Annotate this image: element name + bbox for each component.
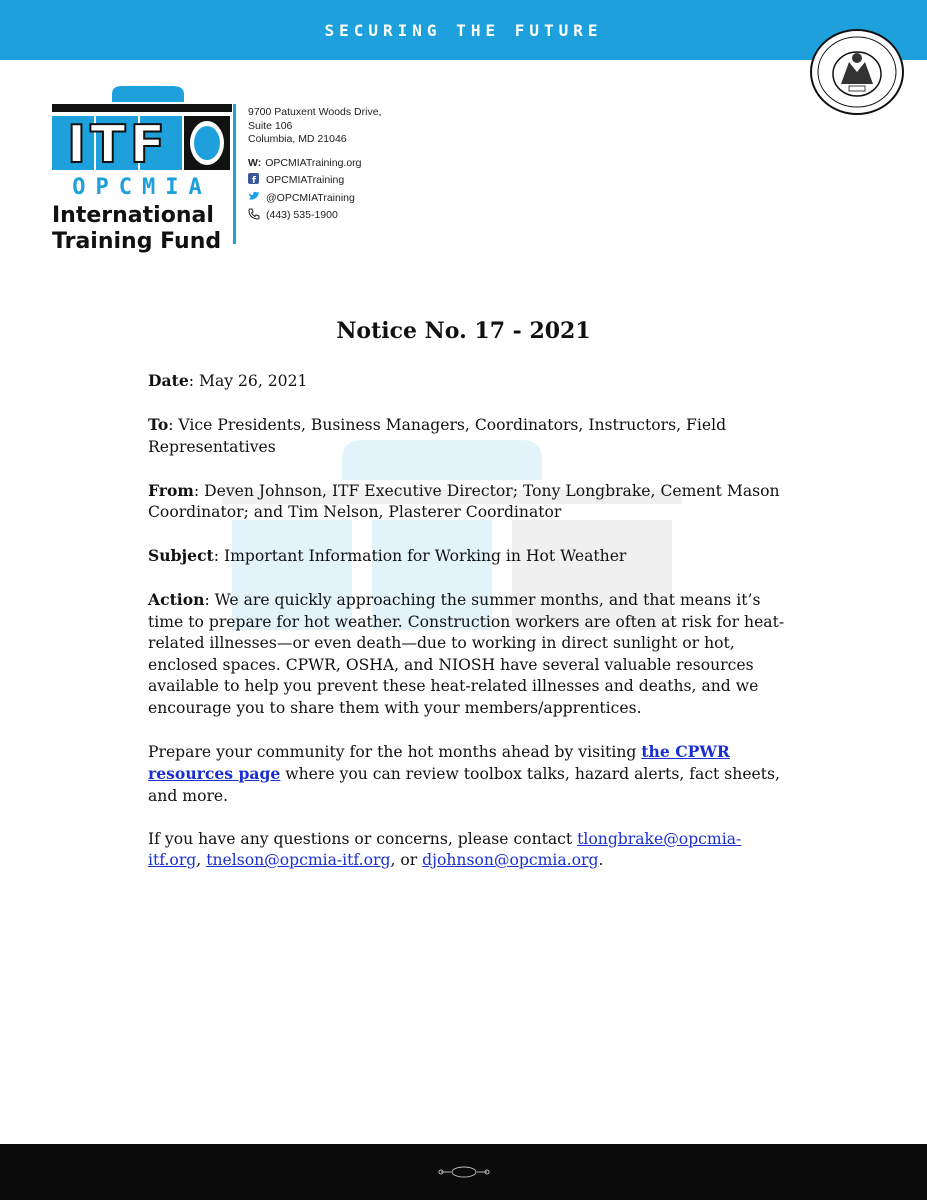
contact-paragraph [148,829,788,872]
action-value: : We are quickly approaching the summer months, and that means it’s time to prepare for hot weather. Construction workers are often at risk for heat-related illnesses—or even death—due to working in direct sunlight or hot, enclosed spaces. CPWR, OSHA, and NIOSH have several valuable resources available to help you prevent these heat-related illnesses and deaths, and we encourage you to share them with your members/apprentices. [148,591,785,717]
opcmia-seal-icon [805,28,909,116]
address-line-1: 9700 Patuxent Woods Drive, [248,106,382,118]
website-text[interactable]: OPCMIATraining.org [265,156,362,169]
banner-text: SECURING THE FUTURE [324,21,603,40]
footer-bar [0,1144,927,1200]
email-link-johnson[interactable]: djohnson@opcmia.org [422,851,599,869]
contact-sep-1: , [196,851,207,869]
logo-letters: ITF [66,115,170,175]
prepare-text-pre: Prepare your community for the hot months ahead by visiting [148,742,642,761]
facebook-icon [248,173,262,189]
email-link-nelson[interactable]: tnelson@opcmia-itf.org [206,851,391,869]
contact-text-pre: If you have any questions or concerns, please contact [148,829,578,848]
notice-body [148,370,788,893]
website-row[interactable] [248,155,381,173]
address-line-3: Columbia, MD 21046 [248,133,347,145]
twitter-row[interactable] [248,190,381,208]
svg-text:f: f [252,176,256,184]
to-value: : Vice Presidents, Business Managers, Coordinators, Instructors, Field Representatives [148,416,727,456]
address-line-2: Suite 106 [248,119,293,132]
itf-logo [52,82,232,254]
twitter-icon [248,191,262,206]
phone-icon [248,208,262,225]
action-paragraph [148,589,788,719]
contact-sep-2: , or [390,851,423,869]
facebook-row[interactable] [248,172,381,190]
cpwr-resources-link[interactable]: the CPWR resources page [148,741,730,783]
action-label: Action [148,590,205,609]
subject-value: : Important Information for Working in Hot Weather [213,547,627,565]
top-banner [0,0,927,60]
facebook-text[interactable]: OPCMIATraining [266,174,345,186]
contact-end: . [598,851,604,869]
logo-org: OPCMIA [72,175,212,200]
to-paragraph [148,414,788,458]
to-label: To [148,415,169,434]
prepare-paragraph [148,741,788,808]
logo-line2: Training Fund [52,229,222,254]
from-label: From [148,480,194,500]
subject-label: Subject [148,546,214,565]
email-link-longbrake[interactable]: tlongbrake@opcmia-itf.org [148,829,742,869]
date-value: : May 26, 2021 [188,372,308,390]
from-value: : Deven Johnson, ITF Executive Director; Tony Longbrake, Cement Mason Coordinator; and Tim Nelson, Plasterer Coordinator [148,481,780,521]
prepare-text-post: where you can review toolbox talks, hazard alerts, fact sheets, and more. [148,765,780,805]
contact-block [248,106,381,225]
twitter-text[interactable]: @OPCMIATraining [266,191,355,204]
notice-title: Notice No. 17 - 2021 [336,318,591,344]
web-label: W: [248,156,262,169]
date-label: Date [148,371,189,390]
phone-text: (443) 535-1900 [266,209,338,221]
subject-paragraph [148,545,788,568]
date-paragraph [148,370,788,393]
from-paragraph [148,480,788,524]
phone-row [248,207,381,225]
logo-line1: International [52,203,214,228]
logo-divider [233,104,236,244]
union-label-icon [437,1165,491,1179]
